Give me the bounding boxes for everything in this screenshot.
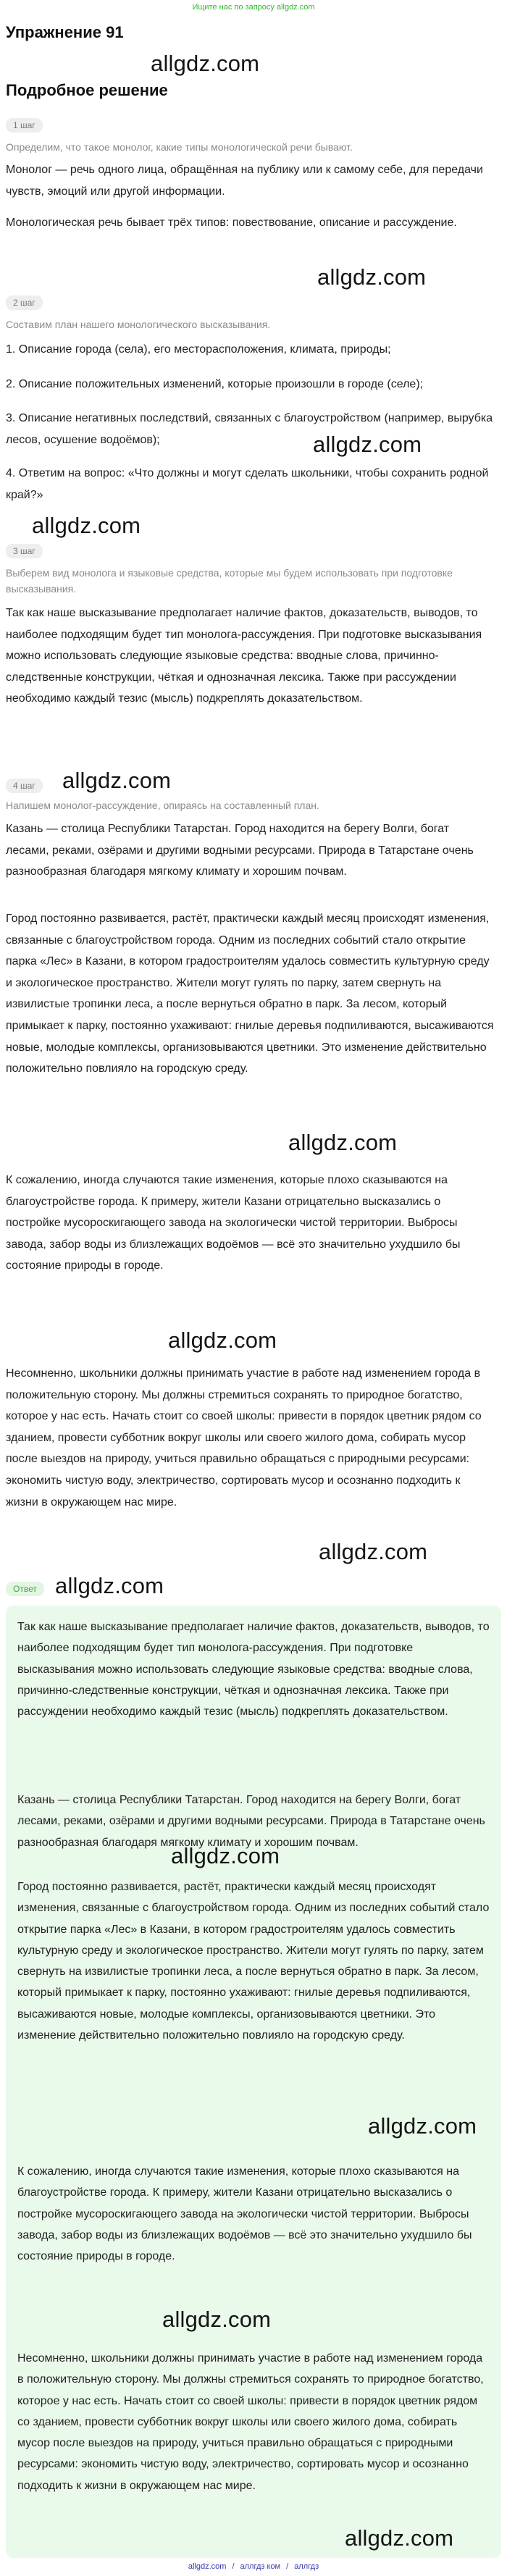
- watermark: allgdz.com: [345, 2525, 454, 2551]
- step-paragraph: К сожалению, иногда случаются такие изменения, которые плохо сказываются на благоустройстве города. К примеру, жители Казани отрицательно высказались о постройке мусороскигающего завода на экологически чистой территории. Выбросы завода, забор воды из близлежащих водоёмов — всё это значительно ухудшило бы состояние природы в городе.: [6, 1174, 461, 1272]
- step-paragraph: 4. Ответим на вопрос: «Что должны и могут сделать школьники, чтобы сохранить родной край?»: [6, 467, 489, 501]
- answer-paragraph: Город постоянно развивается, растёт, практически каждый месяц происходят изменения, связанные с благоустройством города. Одним из последних событий стало открытие парка «Лес» в Казани, в котором градостроителям удалось совместить культурную среду и экологическое пространство. Жители могут гулять по парку, затем свернуть на извилистые тропинки леса, а после вернуться обратно в парк. За лесом, который примыкает к парку, постоянно ухаживают: гнилые деревья подпиливаются, высаживаются новые, молодые комплексы, организовываются цветники. Это изменение действительно положительно повлияло на городскую среду.: [17, 1881, 490, 2042]
- watermark: allgdz.com: [319, 1539, 428, 1564]
- watermark: allgdz.com: [171, 1843, 280, 1868]
- step-badge: 3 шаг: [6, 544, 43, 558]
- watermark: allgdz.com: [151, 51, 260, 76]
- footer-link[interactable]: allgdz.com: [188, 2562, 227, 2571]
- step-hint: Составим план нашего монологического высказывания.: [6, 319, 271, 330]
- answer-paragraph: Так как наше высказывание предполагает наличие фактов, доказательств, выводов, то наиболее подходящим будет тип монолога-рассуждения. При подготовке высказывания можно использовать следующие языковые средства: вводные слова, причинно-следственные конструкции, чёткая и однозначная лексика. Также при рассуждении необходимо каждый тезис (мысль) подкреплять доказательством.: [17, 1621, 490, 1719]
- step-hint: Выберем вид монолога и языковые средства, которые мы будем использовать при подготовке высказывания.: [6, 567, 453, 595]
- page-title: Упражнение 91: [6, 23, 124, 41]
- footer-separator: /: [232, 2562, 235, 2571]
- step-paragraph: Монологическая речь бывает трёх типов: повествование, описание и рассуждение.: [6, 217, 457, 229]
- step-paragraph: 3. Описание негативных последствий, связанных с благоустройством (например, вырубка лесов, осушение водоёмов);: [6, 412, 493, 446]
- answer-badge: Ответ: [6, 1582, 44, 1596]
- watermark: allgdz.com: [317, 264, 427, 290]
- step-paragraph: Монолог — речь одного лица, обращённая на публику или к самому себе, для передачи чувств, эмоций или другой информации.: [6, 164, 483, 198]
- step-paragraph: Казань — столица Республики Татарстан. Город находится на берегу Волги, богат лесами, реками, озёрами и другими водными ресурсами. Природа в Татарстане очень разнообразная благодаря мягкому климату и хорошим почвам.: [6, 823, 474, 878]
- watermark: allgdz.com: [32, 513, 141, 538]
- watermark: allgdz.com: [313, 432, 422, 457]
- footer-link[interactable]: аллгдз ком: [240, 2562, 281, 2571]
- watermark: allgdz.com: [55, 1573, 164, 1598]
- answer-paragraph: К сожалению, иногда случаются такие изменения, которые плохо сказываются на благоустройстве города. К примеру, жители Казани отрицательно высказались о постройке мусороскигающего завода на экологически чистой территории. Выбросы завода, забор воды из близлежащих водоёмов — всё это значительно ухудшило бы состояние природы в городе.: [17, 2165, 472, 2263]
- step-hint: Определим, что такое монолог, какие типы монологической речи бывают.: [6, 141, 353, 153]
- step-hint: Напишем монолог-рассуждение, опираясь на составленный план.: [6, 800, 319, 811]
- step-badge: 4 шаг: [6, 779, 43, 793]
- step-paragraph: Город постоянно развивается, растёт, практически каждый месяц происходят изменения, связанные с благоустройством города. Одним из последних событий стало открытие парка «Лес» в Казани, в котором градостроителям удалось совместить культурную среду и экологическое пространство. Жители могут гулять по парку, затем свернуть на извилистые тропинки леса, а после вернуться обратно в парк. За лесом, который примыкает к парку, постоянно ухаживают: гнилые деревья подпиливаются, высаживаются новые, молодые комплексы, организовываются цветники. Это изменение действительно положительно повлияло на городскую среду.: [6, 912, 494, 1075]
- step-badge: 1 шаг: [6, 118, 43, 133]
- answer-paragraph: Несомненно, школьники должны принимать участие в работе над изменением города в положительную сторону. Мы должны стремиться сохранять то природное богатство, которое у нас есть. Начать стоит со своей школы: привести в порядок цветник рядом со зданием, провести субботник вокруг школы или своего жилого дома, собирать мусор после выездов на природу, учиться правильно обращаться с природными ресурсами: экономить чистую воду, электричество, сортировать мусор и осознанно подходить к жизни в окружающем нас мире.: [17, 2352, 484, 2492]
- step-paragraph: 2. Описание положительных изменений, которые произошли в городе (селе);: [6, 378, 424, 390]
- answer-paragraph: Казань — столица Республики Татарстан. Город находится на берегу Волги, богат лесами, реками, озёрами и другими водными ресурсами. Природа в Татарстане очень разнообразная благодаря мягкому климату и хорошим почвам.: [17, 1794, 485, 1849]
- watermark: allgdz.com: [168, 1327, 277, 1353]
- step-paragraph: Несомненно, школьники должны принимать участие в работе над изменением города в положительную сторону. Мы должны стремиться сохранять то природное богатство, которое у нас есть. Начать стоит со своей школы: привести в порядок цветник рядом со зданием, провести субботник вокруг школы или своего жилого дома, собирать мусор после выездов на природу, учиться правильно обращаться с природными ресурсами: экономить чистую воду, электричество, сортировать мусор и осознанно подходить к жизни в окружающем нас мире.: [6, 1367, 482, 1509]
- footer-link[interactable]: аллгдз: [294, 2562, 319, 2571]
- footer-links: [0, 2562, 507, 2571]
- page-subtitle: Подробное решение: [6, 81, 168, 99]
- step-paragraph: 1. Описание города (села), его месторасположения, климата, природы;: [6, 343, 391, 356]
- watermark: allgdz.com: [62, 768, 172, 793]
- step-paragraph: Так как наше высказывание предполагает наличие фактов, доказательств, выводов, то наиболее подходящим будет тип монолога-рассуждения. При подготовке высказывания можно использовать следующие языковые средства: вводные слова, причинно-следственные конструкции, чёткая и однозначная лексика. Также при рассуждении необходимо каждый тезис (мысль) подкреплять доказательством.: [6, 607, 482, 705]
- watermark: allgdz.com: [162, 2307, 272, 2332]
- watermark: allgdz.com: [368, 2113, 477, 2139]
- watermark: allgdz.com: [288, 1130, 398, 1155]
- top-search-hint[interactable]: Ищите нас по запросу allgdz.com: [192, 3, 315, 12]
- footer-separator: /: [286, 2562, 289, 2571]
- step-badge: 2 шаг: [6, 295, 43, 310]
